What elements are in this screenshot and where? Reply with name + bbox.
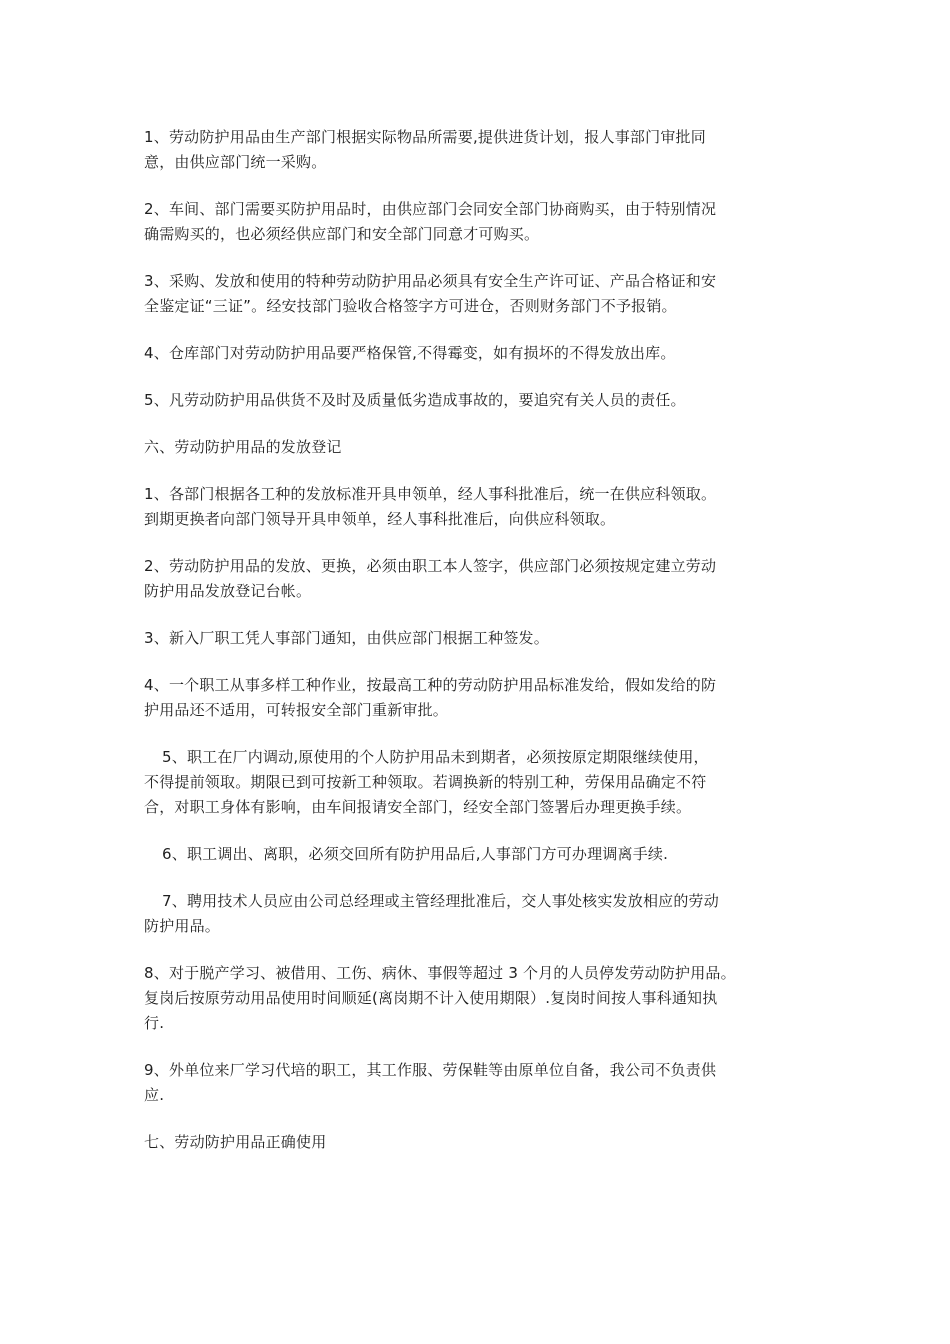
paragraph-supply-4 — [144, 341, 820, 366]
text-line: 全鉴定证“三证”。经安技部门验收合格签字方可进仓，否则财务部门不予报销。 — [144, 297, 677, 315]
section-heading-text: 七、劳动防护用品正确使用 — [144, 1133, 327, 1151]
text-line: 5、凡劳动防护用品供货不及时及质量低劣造成事故的，要追究有关人员的责任。 — [144, 391, 686, 409]
text-line: 合，对职工身体有影响，由车间报请安全部门，经安全部门签署后办理更换手续。 — [144, 798, 692, 816]
paragraph-issuance-4 — [144, 673, 820, 723]
paragraph-supply-5 — [144, 388, 820, 413]
text-line: 防护用品。 — [144, 917, 221, 935]
section-heading-text: 六、劳动防护用品的发放登记 — [144, 438, 342, 456]
text-line: 防护用品发放登记台帐。 — [144, 582, 312, 600]
text-line: 确需购买的，也必须经供应部门和安全部门同意才可购买。 — [144, 225, 540, 243]
text-line: 不得提前领取。期限已到可按新工种领取。若调换新的特别工种，劳保用品确定不符 — [144, 773, 707, 791]
text-line: 2、劳动防护用品的发放、更换，必须由职工本人签字，供应部门必须按规定建立劳动 — [144, 557, 717, 575]
paragraph-issuance-1 — [144, 482, 820, 532]
paragraph-supply-1 — [144, 125, 820, 175]
text-line: 8、对于脱产学习、被借用、工伤、病休、事假等超过 3 个月的人员停发劳动防护用品。 — [144, 964, 736, 982]
text-line: 4、仓库部门对劳动防护用品要严格保管,不得霉变，如有损坏的不得发放出库。 — [144, 344, 676, 362]
text-line: 到期更换者向部门领导开具申领单，经人事科批准后，向供应科领取。 — [144, 510, 616, 528]
text-line: 行. — [144, 1014, 165, 1032]
text-line: 3、新入厂职工凭人事部门通知，由供应部门根据工种签发。 — [144, 629, 549, 647]
paragraph-issuance-3 — [144, 626, 820, 651]
paragraph-supply-2 — [144, 197, 820, 247]
text-line: 1、劳动防护用品由生产部门根据实际物品所需要,提供进货计划，报人事部门审批同 — [144, 128, 706, 146]
paragraph-issuance-5 — [144, 745, 820, 820]
paragraph-issuance-9 — [144, 1058, 820, 1108]
paragraph-issuance-8 — [144, 961, 820, 1036]
text-line: 7、聘用技术人员应由公司总经理或主管经理批准后，交人事处核实发放相应的劳动 — [162, 892, 719, 910]
section-heading-usage — [144, 1130, 820, 1155]
text-line: 4、一个职工从事多样工种作业，按最高工种的劳动防护用品标准发给，假如发给的防 — [144, 676, 717, 694]
text-line: 护用品还不适用，可转报安全部门重新审批。 — [144, 701, 449, 719]
paragraph-issuance-6 — [144, 842, 820, 867]
paragraph-supply-3 — [144, 269, 820, 319]
paragraph-issuance-7 — [144, 889, 820, 939]
paragraph-issuance-2 — [144, 554, 820, 604]
text-line: 2、车间、部门需要买防护用品时，由供应部门会同安全部门协商购买，由于特别情况 — [144, 200, 717, 218]
text-line: 1、各部门根据各工种的发放标准开具申领单，经人事科批准后，统一在供应科领取。 — [144, 485, 717, 503]
text-line: 3、采购、发放和使用的特种劳动防护用品必须具有安全生产许可证、产品合格证和安 — [144, 272, 717, 290]
section-heading-issuance — [144, 435, 820, 460]
text-line: 复岗后按原劳动用品使用时间顺延(离岗期不计入使用期限）.复岗时间按人事科通知执 — [144, 989, 718, 1007]
text-line: 应. — [144, 1086, 165, 1104]
text-line: 6、职工调出、离职，必须交回所有防护用品后,人事部门方可办理调离手续. — [162, 845, 669, 863]
text-line: 9、外单位来厂学习代培的职工，其工作服、劳保鞋等由原单位自备，我公司不负责供 — [144, 1061, 717, 1079]
text-line: 5、职工在厂内调动,原使用的个人防护用品未到期者，必须按原定期限继续使用， — [162, 748, 709, 766]
text-line: 意，由供应部门统一采购。 — [144, 153, 327, 171]
